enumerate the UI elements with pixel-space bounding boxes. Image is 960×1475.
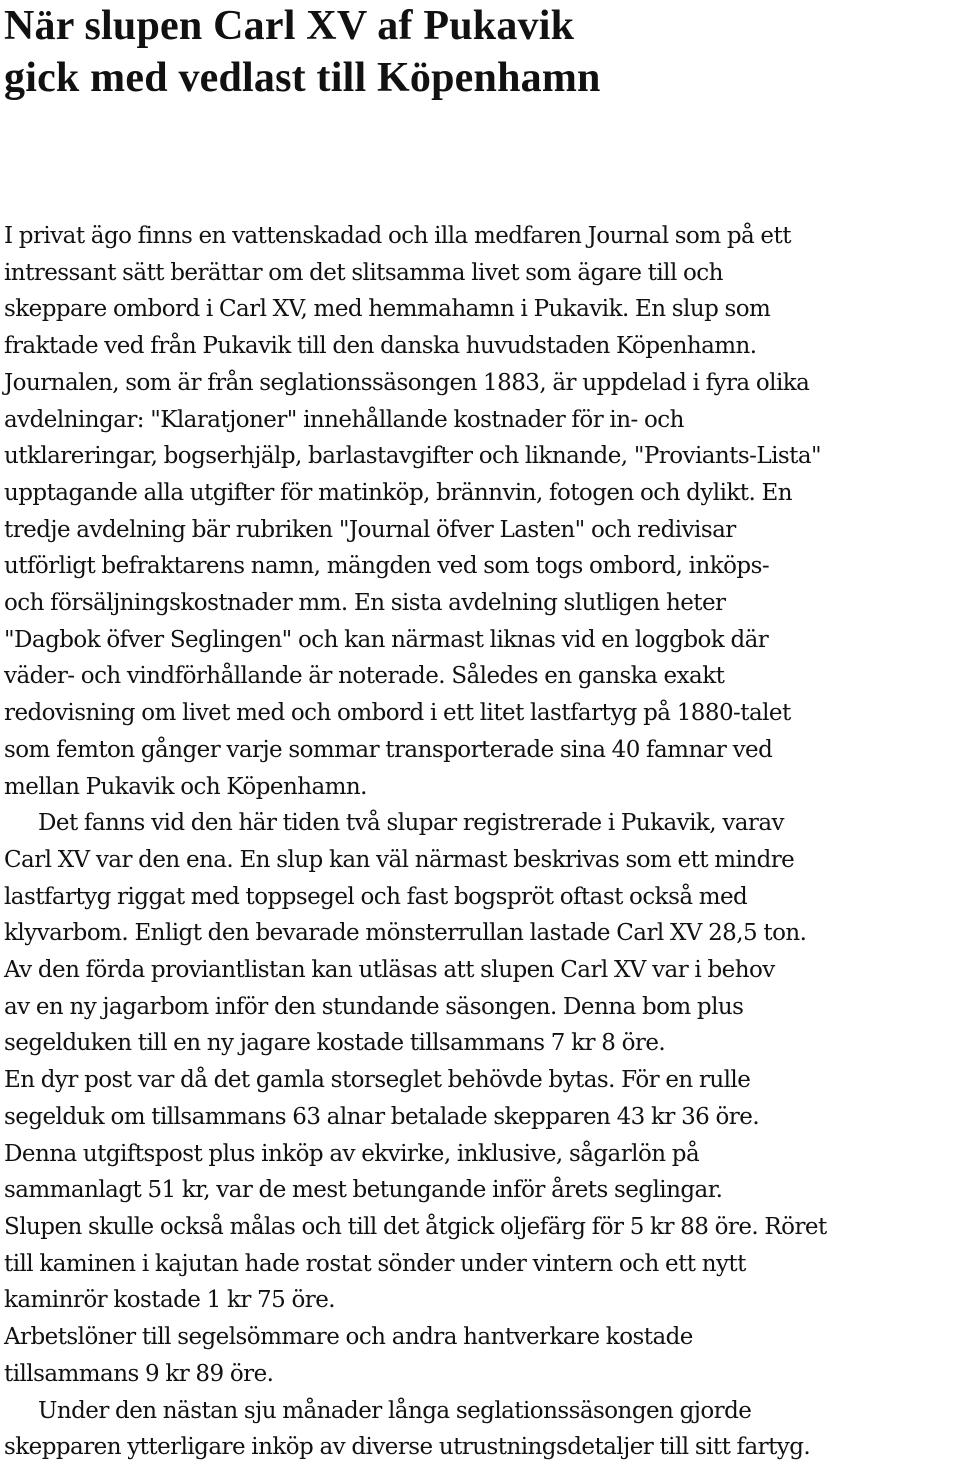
text-line: segelduken till en ny jagare kostade tillsammans 7 kr 8 öre. [4,1030,666,1057]
text-line: segelduk om tillsammans 63 alnar betalade skepparen 43 kr 36 öre. [4,1103,760,1130]
text-line: En dyr post var då det gamla storseglet behövde bytas. För en rulle [4,1067,751,1094]
text-line: och försäljningskostnader mm. En sista avdelning slutligen heter [4,590,726,617]
title-line: gick med vedlast till Köpenhamn [4,55,601,101]
article-title [4,0,954,104]
text-line: Journalen, som är från seglationssäsongen 1883, är uppdelad i fyra olika [4,369,810,396]
text-line: lastfartyg riggat med toppsegel och fast bogspröt oftast också med [4,883,748,910]
text-line: Denna utgiftspost plus inköp av ekvirke, inklusive, sågarlön på [4,1140,700,1167]
text-line: Carl XV var den ena. En slup kan väl närmast beskrivas som ett mindre [4,846,795,873]
text-line: av en ny jagarbom inför den stundande säsongen. Denna bom plus [4,993,744,1020]
text-line: mellan Pukavik och Köpenhamn. [4,773,367,800]
text-line: skeppare ombord i Carl XV, med hemmahamn i Pukavik. En slup som [4,296,771,323]
text-line: till kaminen i kajutan hade rostat sönder under vintern och ett nytt [4,1250,746,1277]
article-body [4,218,960,1466]
text-line: I privat ägo finns en vattenskadad och illa medfaren Journal som på ett [4,223,791,249]
text-line: redovisning om livet med och ombord i ett litet lastfartyg på 1880-talet [4,700,791,727]
text-line: kaminrör kostade 1 kr 75 öre. [4,1287,336,1314]
text-line: "Dagbok öfver Seglingen" och kan närmast liknas vid en loggbok där [4,626,769,653]
text-line: som femton gånger varje sommar transporterade sina 40 famnar ved [4,736,773,763]
text-line: Under den nästan sju månader långa seglationssäsongen gjorde [38,1397,752,1424]
text-line: Det fanns vid den här tiden två slupar registrerade i Pukavik, varav [38,810,784,837]
text-line: fraktade ved från Pukavik till den danska huvudstaden Köpenhamn. [4,333,757,360]
text-line: klyvarbom. Enligt den bevarade mönsterrullan lastade Carl XV 28,5 ton. [4,920,807,947]
text-line: upptagande alla utgifter för matinköp, brännvin, fotogen och dylikt. En [4,479,792,506]
text-line: sammanlagt 51 kr, var de mest betungande inför årets seglingar. [4,1177,723,1204]
text-line: Arbetslöner till segelsömmare och andra hantverkare kostade [4,1324,693,1351]
text-line: intressant sätt berättar om det slitsamma livet som ägare till och [4,259,723,286]
text-line: Slupen skulle också målas och till det åtgick oljefärg för 5 kr 88 öre. Röret [4,1213,827,1240]
text-line: tredje avdelning bär rubriken "Journal öfver Lasten" och redivisar [4,516,736,543]
text-line: skepparen ytterligare inköp av diverse utrustningsdetaljer till sitt fartyg. [4,1434,811,1461]
text-line: tillsammans 9 kr 89 öre. [4,1360,274,1387]
text-line: väder- och vindförhållande är noterade. Således en ganska exakt [4,663,725,690]
text-line: avdelningar: "Klaratjoner" innehållande kostnader för in- och [4,406,684,433]
text-line: Av den förda proviantlistan kan utläsas att slupen Carl XV var i behov [4,957,775,984]
text-line: utklareringar, bogserhjälp, barlastavgifter och liknande, "Proviants-Lista" [4,443,822,470]
text-line: utförligt befraktarens namn, mängden ved som togs ombord, inköps- [4,553,770,580]
title-line: När slupen Carl XV af Pukavik [4,3,575,49]
